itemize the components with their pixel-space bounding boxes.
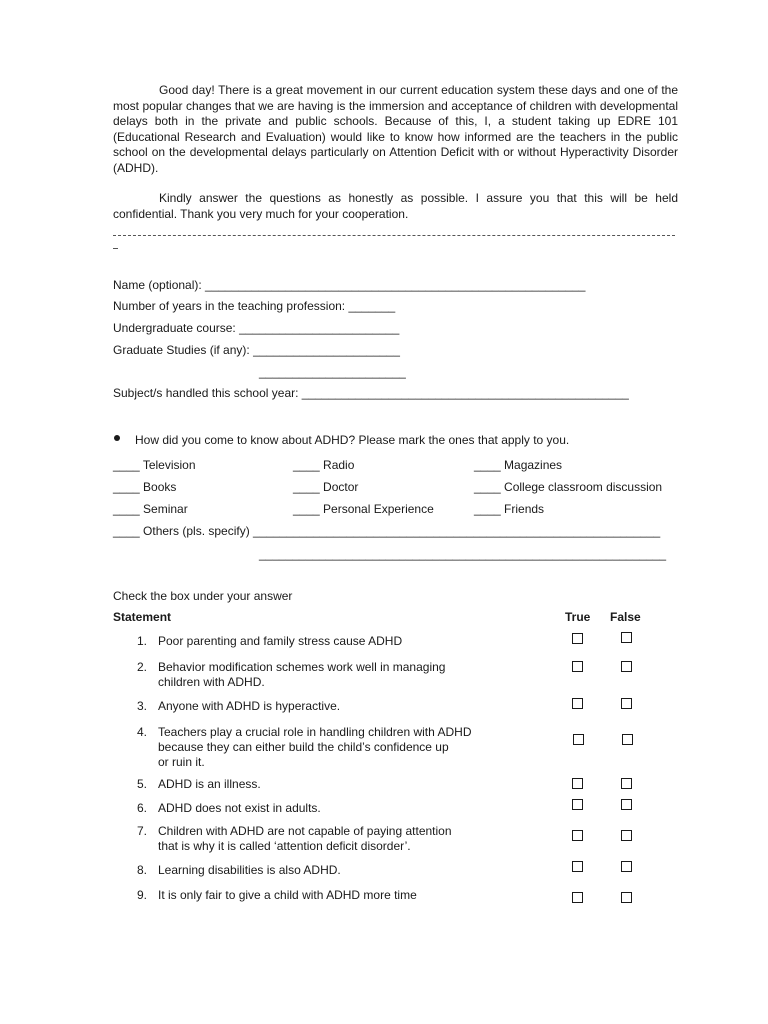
statement-text: Poor parenting and family stress cause ADHD	[158, 634, 403, 648]
source-question-prompt: How did you come to know about ADHD? Please mark the ones that apply to you.	[135, 433, 570, 447]
true-checkbox[interactable]	[572, 861, 583, 872]
statement-text-line-2: because they can either build the child’s confidence up	[158, 740, 449, 754]
separator-line	[113, 235, 675, 236]
false-checkbox[interactable]	[621, 799, 632, 810]
statement-text-line-2: children with ADHD.	[158, 675, 265, 689]
statement-text: It is only fair to give a child with ADHD more time	[158, 888, 417, 902]
option-books[interactable]: ____ Books	[113, 480, 177, 494]
false-checkbox[interactable]	[621, 632, 632, 643]
false-checkbox[interactable]	[621, 861, 632, 872]
column-header-true: True	[565, 610, 591, 624]
option-doctor[interactable]: ____ Doctor	[293, 480, 359, 494]
true-checkbox[interactable]	[573, 734, 584, 745]
statement-text: Anyone with ADHD is hyperactive.	[158, 699, 341, 713]
intro-paragraph-2: Kindly answer the questions as honestly as possible. I assure you that this will be held confidential. Thank you very much for your cooperation.	[113, 191, 678, 221]
statement-number: 3.	[136, 699, 147, 713]
false-checkbox[interactable]	[621, 661, 632, 672]
statement-text: ADHD does not exist in adults.	[158, 801, 321, 815]
false-checkbox[interactable]	[621, 892, 632, 903]
option-magazines[interactable]: ____ Magazines	[474, 458, 563, 472]
graduate-studies-field-line-2[interactable]: ______________________	[259, 365, 406, 379]
statement-number: 6.	[136, 801, 147, 815]
false-checkbox[interactable]	[622, 734, 633, 745]
statement-number: 9.	[136, 888, 147, 902]
false-checkbox[interactable]	[621, 698, 632, 709]
option-college-classroom[interactable]: ____ College classroom discussion	[474, 480, 663, 494]
statement-text: ADHD is an illness.	[158, 777, 261, 791]
true-checkbox[interactable]	[572, 830, 583, 841]
true-checkbox[interactable]	[572, 799, 583, 810]
true-checkbox[interactable]	[572, 698, 583, 709]
checklist-instruction: Check the box under your answer	[113, 589, 293, 603]
statement-text: Children with ADHD are not capable of paying attention	[158, 824, 452, 838]
undergraduate-course-field[interactable]: Undergraduate course: ________________________	[113, 321, 400, 335]
statement-text-line-3: or ruin it.	[158, 755, 205, 769]
column-header-statement: Statement	[113, 610, 172, 624]
option-television[interactable]: ____ Television	[113, 458, 196, 472]
option-friends[interactable]: ____ Friends	[474, 502, 545, 516]
option-personal-experience[interactable]: ____ Personal Experience	[293, 502, 434, 516]
statement-number: 7.	[136, 824, 147, 838]
option-others[interactable]: ____ Others (pls. specify) _____________________________________________________________	[113, 524, 661, 538]
statement-text-line-2: that is why it is called ‘attention deficit disorder’.	[158, 839, 411, 853]
true-checkbox[interactable]	[572, 661, 583, 672]
statement-text: Behavior modification schemes work well in managing	[158, 660, 446, 674]
subjects-handled-field[interactable]: Subject/s handled this school year: _________________________________________________	[113, 386, 629, 400]
separator-line-tail	[113, 248, 118, 249]
intro-paragraph-1: Good day! There is a great movement in our current education system these days and one of the most popular changes that we are having is the immersion and acceptance of children with developmental delays both in the private and public schools. Because of this, I, a student taking up EDRE 101 (Educational Research and Evaluation) would like to know how informed are the teachers in the public school on the developmental delays particularly on Attention Deficit with or without Hyperactivity Disorder (ADHD).	[113, 83, 678, 175]
years-teaching-field[interactable]: Number of years in the teaching profession: _______	[113, 299, 396, 313]
graduate-studies-field[interactable]: Graduate Studies (if any): ______________________	[113, 343, 400, 357]
name-field[interactable]: Name (optional): _________________________________________________________	[113, 278, 586, 292]
statement-number: 8.	[136, 863, 147, 877]
statement-number: 2.	[136, 660, 147, 674]
false-checkbox[interactable]	[621, 778, 632, 789]
option-seminar[interactable]: ____ Seminar	[113, 502, 188, 516]
option-others-line-2[interactable]: _____________________________________________________________	[259, 547, 667, 561]
true-checkbox[interactable]	[572, 633, 583, 644]
statement-text: Learning disabilities is also ADHD.	[158, 863, 341, 877]
bullet-icon	[114, 435, 120, 441]
true-checkbox[interactable]	[572, 892, 583, 903]
statement-number: 1.	[136, 634, 147, 648]
option-radio[interactable]: ____ Radio	[293, 458, 355, 472]
statement-number: 4.	[136, 725, 147, 739]
statement-text: Teachers play a crucial role in handling children with ADHD	[158, 725, 472, 739]
statement-number: 5.	[136, 777, 147, 791]
column-header-false: False	[610, 610, 641, 624]
false-checkbox[interactable]	[621, 830, 632, 841]
true-checkbox[interactable]	[572, 778, 583, 789]
